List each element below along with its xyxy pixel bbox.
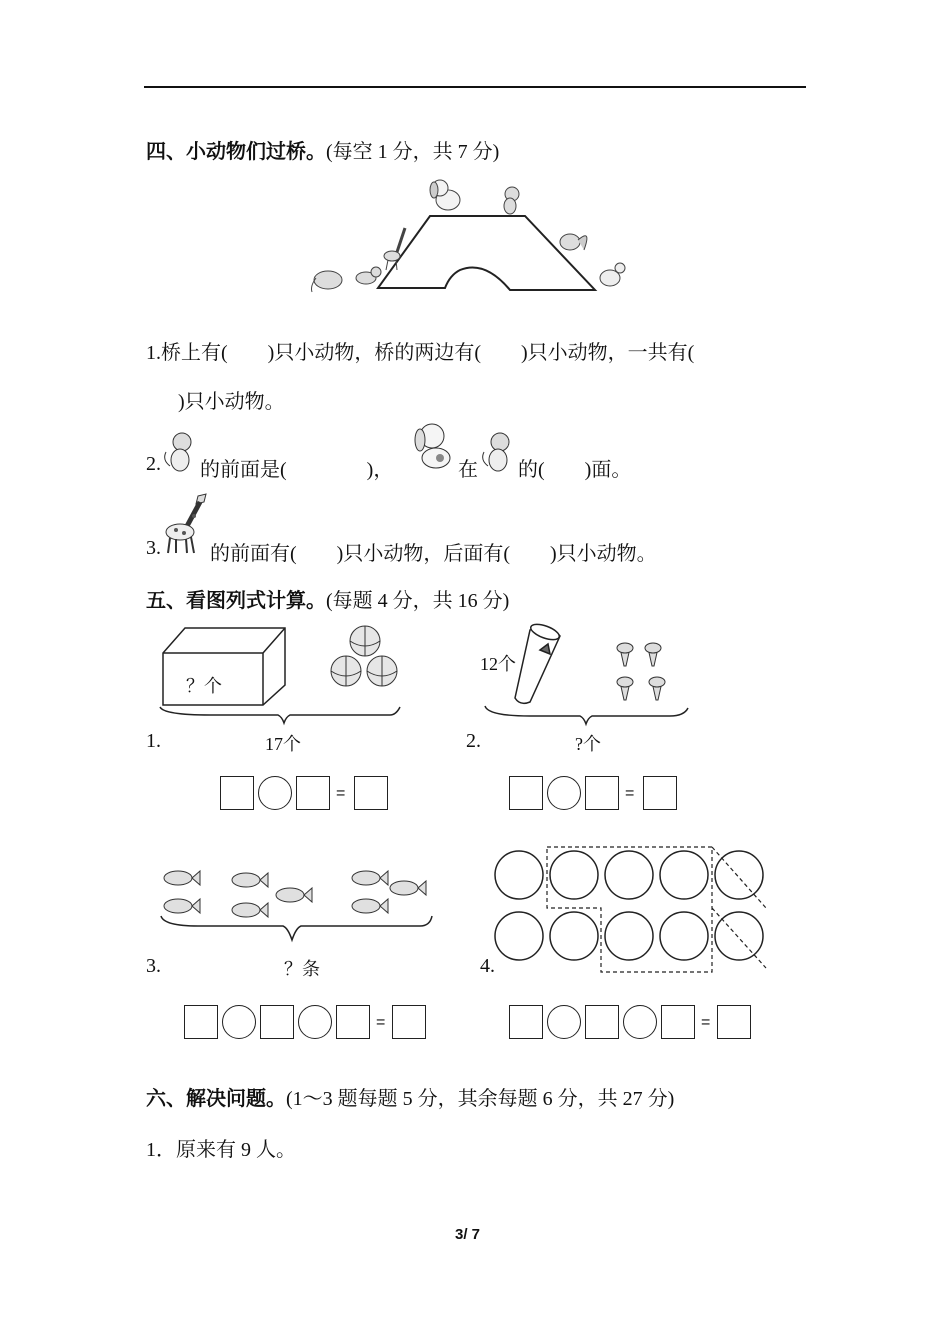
answer-box[interactable] xyxy=(296,776,330,810)
answer-box[interactable] xyxy=(336,1005,370,1039)
problem4-figure xyxy=(494,840,774,975)
shuttlecock-icon xyxy=(617,643,665,700)
puppy-icon xyxy=(410,418,458,473)
answer-box[interactable] xyxy=(509,1005,543,1039)
equals-sign: = xyxy=(701,1014,711,1031)
answer-box[interactable] xyxy=(643,776,677,810)
box-label: ？个 xyxy=(186,676,222,696)
brace xyxy=(160,707,400,723)
problem2-total: ?个 xyxy=(575,734,601,754)
answer-box[interactable] xyxy=(585,776,619,810)
operator-circle[interactable] xyxy=(547,776,581,810)
q3-text: 的前面有( )只小动物，后面有( )只小动物。 xyxy=(210,543,657,565)
cross-out-line xyxy=(712,908,766,968)
squirrel-icon xyxy=(560,234,587,250)
q2-part2: 在 xyxy=(458,459,478,481)
section4-heading: 四、小动物们过桥。(每空 1 分，共 7 分) xyxy=(146,141,500,163)
section6-heading: 六、解决问题。(1～3 题每题 5 分，其余每题 6 分，共 27 分) xyxy=(146,1088,675,1110)
equals-sign: = xyxy=(625,785,635,802)
giraffe-icon-large xyxy=(160,490,212,555)
section6-q1: 1．原来有 9 人。 xyxy=(146,1139,296,1161)
problem1-number: 1. xyxy=(146,730,161,752)
brace xyxy=(161,916,432,940)
answer-box[interactable] xyxy=(509,776,543,810)
answer-box[interactable] xyxy=(717,1005,751,1039)
tube-label: 12个 xyxy=(480,654,516,674)
answer-box[interactable] xyxy=(260,1005,294,1039)
shuttlecock-tube-icon xyxy=(515,621,561,703)
q1-line2: )只小动物。 xyxy=(178,391,285,413)
circle-set xyxy=(495,851,763,960)
operator-circle[interactable] xyxy=(623,1005,657,1039)
operator-circle[interactable] xyxy=(547,1005,581,1039)
operator-circle[interactable] xyxy=(258,776,292,810)
equals-sign: = xyxy=(376,1014,386,1031)
box-icon xyxy=(163,628,285,705)
answer-box[interactable] xyxy=(585,1005,619,1039)
answer-box[interactable] xyxy=(220,776,254,810)
q1-line1: 1.桥上有( )只小动物，桥的两边有( )只小动物，一共有( xyxy=(146,342,695,364)
q2-part3: 的( )面。 xyxy=(518,459,632,481)
cat-icon xyxy=(356,267,381,284)
answer-box[interactable] xyxy=(184,1005,218,1039)
monkey-icon xyxy=(160,430,200,475)
problem4-number: 4. xyxy=(480,955,495,977)
page-number: 3/ 7 xyxy=(455,1226,481,1243)
problem3-number: 3. xyxy=(146,955,161,977)
basketball-icon xyxy=(331,626,397,686)
chicken-icon xyxy=(600,263,625,286)
monkey-icon-2 xyxy=(478,430,518,475)
problem3-total: ？条 xyxy=(284,959,320,979)
problem3-figure xyxy=(158,860,438,945)
operator-circle[interactable] xyxy=(222,1005,256,1039)
q3-prefix: 3. xyxy=(146,537,161,559)
problem2-number: 2. xyxy=(466,730,481,752)
elephant-icon xyxy=(312,271,343,292)
operator-circle[interactable] xyxy=(298,1005,332,1039)
bridge-illustration xyxy=(300,170,640,300)
puppy-on-bridge-icon xyxy=(430,180,460,210)
fish-icon xyxy=(164,871,426,917)
answer-box[interactable] xyxy=(392,1005,426,1039)
equals-sign: = xyxy=(336,785,346,802)
answer-box[interactable] xyxy=(661,1005,695,1039)
answer-box[interactable] xyxy=(354,776,388,810)
dashed-group xyxy=(547,847,712,972)
monkey-on-bridge-icon xyxy=(504,187,519,214)
q2-prefix: 2. xyxy=(146,453,161,475)
section5-heading: 五、看图列式计算。(每题 4 分，共 16 分) xyxy=(146,590,510,612)
header-rule xyxy=(144,86,806,88)
brace xyxy=(485,706,688,724)
problem1-total: 17个 xyxy=(265,734,301,754)
q2-part1: 的前面是( )， xyxy=(200,459,394,481)
